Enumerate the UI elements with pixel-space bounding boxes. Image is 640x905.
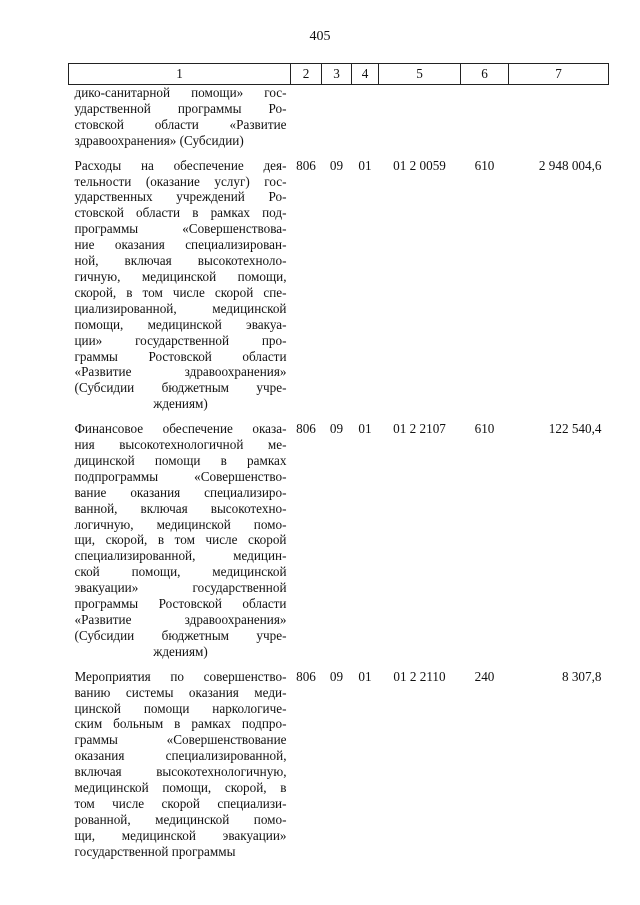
description-line: логичную, медицинской помо- [74, 516, 287, 532]
description-line: дико-санитарной помощи» гос- [74, 85, 287, 100]
description-line: циализированной, медицинской [74, 300, 287, 316]
description-line: скорой, в том числе скорой спе- [74, 284, 287, 300]
cell-ministry-code: 806 [296, 668, 316, 684]
description-line: ции» государственной про- [74, 332, 287, 348]
cell-expense-type: 240 [474, 668, 495, 684]
cell-section-code [322, 85, 352, 149]
description-line: специализированной, медицин- [74, 548, 287, 564]
description-line: щи, скорой, в том числе скорой [74, 532, 287, 548]
row-description [69, 660, 291, 860]
description-line: стовской области «Развитие [74, 116, 287, 132]
cell-target-article: 01 2 0059 [393, 157, 446, 173]
description-line: ждениям) [153, 396, 208, 412]
column-header-4: 4 [352, 64, 379, 85]
description-line: включая высокотехнологичную, [74, 764, 287, 780]
description-line: «Развитие здравоохранения» [74, 364, 287, 380]
cell-section-code: 09 [329, 157, 344, 173]
description-line: ждениям) [153, 643, 208, 659]
table-row [69, 412, 609, 660]
description-line: помощи, медицинской эвакуа- [74, 316, 287, 332]
column-header-1: 1 [69, 64, 291, 85]
column-header-6: 6 [461, 64, 509, 85]
description-line: Финансовое обеспечение оказа- [74, 421, 287, 437]
description-line: вание оказания специализиро- [74, 484, 287, 500]
description-line: ванию системы оказания меди- [74, 684, 287, 700]
cell-subsection-code: 01 [358, 668, 372, 684]
cell-amount: 2 948 004,6 [538, 157, 602, 173]
budget-table [68, 63, 609, 860]
column-header-2: 2 [291, 64, 322, 85]
description-line: граммы «Совершенствование [74, 732, 287, 748]
description-line: ной, включая высокотехноло- [74, 253, 287, 269]
description-line: дицинской помощи в рамках [74, 452, 287, 468]
cell-target-article [379, 85, 461, 149]
description-line: ударственной программы Ро- [74, 100, 287, 116]
description-line: подпрограммы «Совершенство- [74, 468, 287, 484]
description-line: стовской области в рамках под- [74, 205, 287, 221]
table-row [69, 149, 609, 413]
description-line: рованной, медицинской помо- [74, 811, 287, 827]
cell-amount: 122 540,4 [548, 421, 602, 437]
description-line: программы Ростовской области [74, 596, 287, 612]
cell-subsection-code: 01 [358, 157, 372, 173]
row-description [69, 85, 291, 149]
cell-section-code: 09 [329, 668, 344, 684]
cell-amount [509, 85, 609, 149]
cell-target-article: 01 2 2107 [393, 421, 446, 437]
cell-subsection-code [352, 85, 379, 149]
description-line: ванной, включая высокотехно- [74, 500, 287, 516]
description-line: здравоохранения» (Субсидии) [74, 132, 244, 148]
row-description [69, 149, 291, 413]
cell-section-code: 09 [329, 421, 344, 437]
description-line: граммы Ростовской области [74, 348, 287, 364]
description-line: гичную, медицинской помощи, [74, 268, 287, 284]
description-line: оказания специализированной, [74, 748, 287, 764]
description-line: (Субсидии бюджетным учре- [74, 380, 287, 396]
cell-expense-type: 610 [474, 157, 495, 173]
description-line: программы «Совершенствова- [74, 221, 287, 237]
description-line: ние оказания специализирован- [74, 237, 287, 253]
description-line: (Субсидии бюджетным учре- [74, 627, 287, 643]
description-line: ударственных учреждений Ро- [74, 189, 287, 205]
description-line: медицинской помощи, скорой, в [74, 780, 287, 796]
table-row [69, 660, 609, 860]
description-line: Расходы на обеспечение дея- [74, 157, 287, 173]
column-header-3: 3 [322, 64, 352, 85]
description-line: ния высокотехнологичной ме- [74, 437, 287, 453]
cell-ministry-code: 806 [296, 421, 316, 437]
description-line: тельности (оказание услуг) гос- [74, 173, 287, 189]
cell-expense-type [461, 85, 509, 149]
row-description [69, 412, 291, 660]
cell-target-article: 01 2 2110 [393, 668, 446, 684]
description-line: эвакуации» государственной [74, 580, 287, 596]
description-line: ским больным в рамках подпро- [74, 716, 287, 732]
description-line: Мероприятия по совершенство- [74, 668, 287, 684]
description-line: щи, медицинской эвакуации» [74, 827, 287, 843]
cell-subsection-code: 01 [358, 421, 372, 437]
description-line: том числе скорой специализи- [74, 795, 287, 811]
cell-ministry-code [291, 85, 322, 149]
column-header-7: 7 [509, 64, 609, 85]
cell-expense-type: 610 [474, 421, 495, 437]
column-header-5: 5 [379, 64, 461, 85]
page-number: 405 [309, 29, 331, 44]
description-line: «Развитие здравоохранения» [74, 612, 287, 627]
description-line: ской помощи, медицинской [74, 564, 287, 580]
cell-ministry-code: 806 [296, 157, 316, 173]
table-row [69, 85, 609, 149]
cell-amount: 8 307,8 [561, 668, 602, 684]
description-line: государственной программы [74, 843, 236, 859]
description-line: цинской помощи наркологиче- [74, 700, 287, 716]
table-header-row [69, 64, 609, 85]
